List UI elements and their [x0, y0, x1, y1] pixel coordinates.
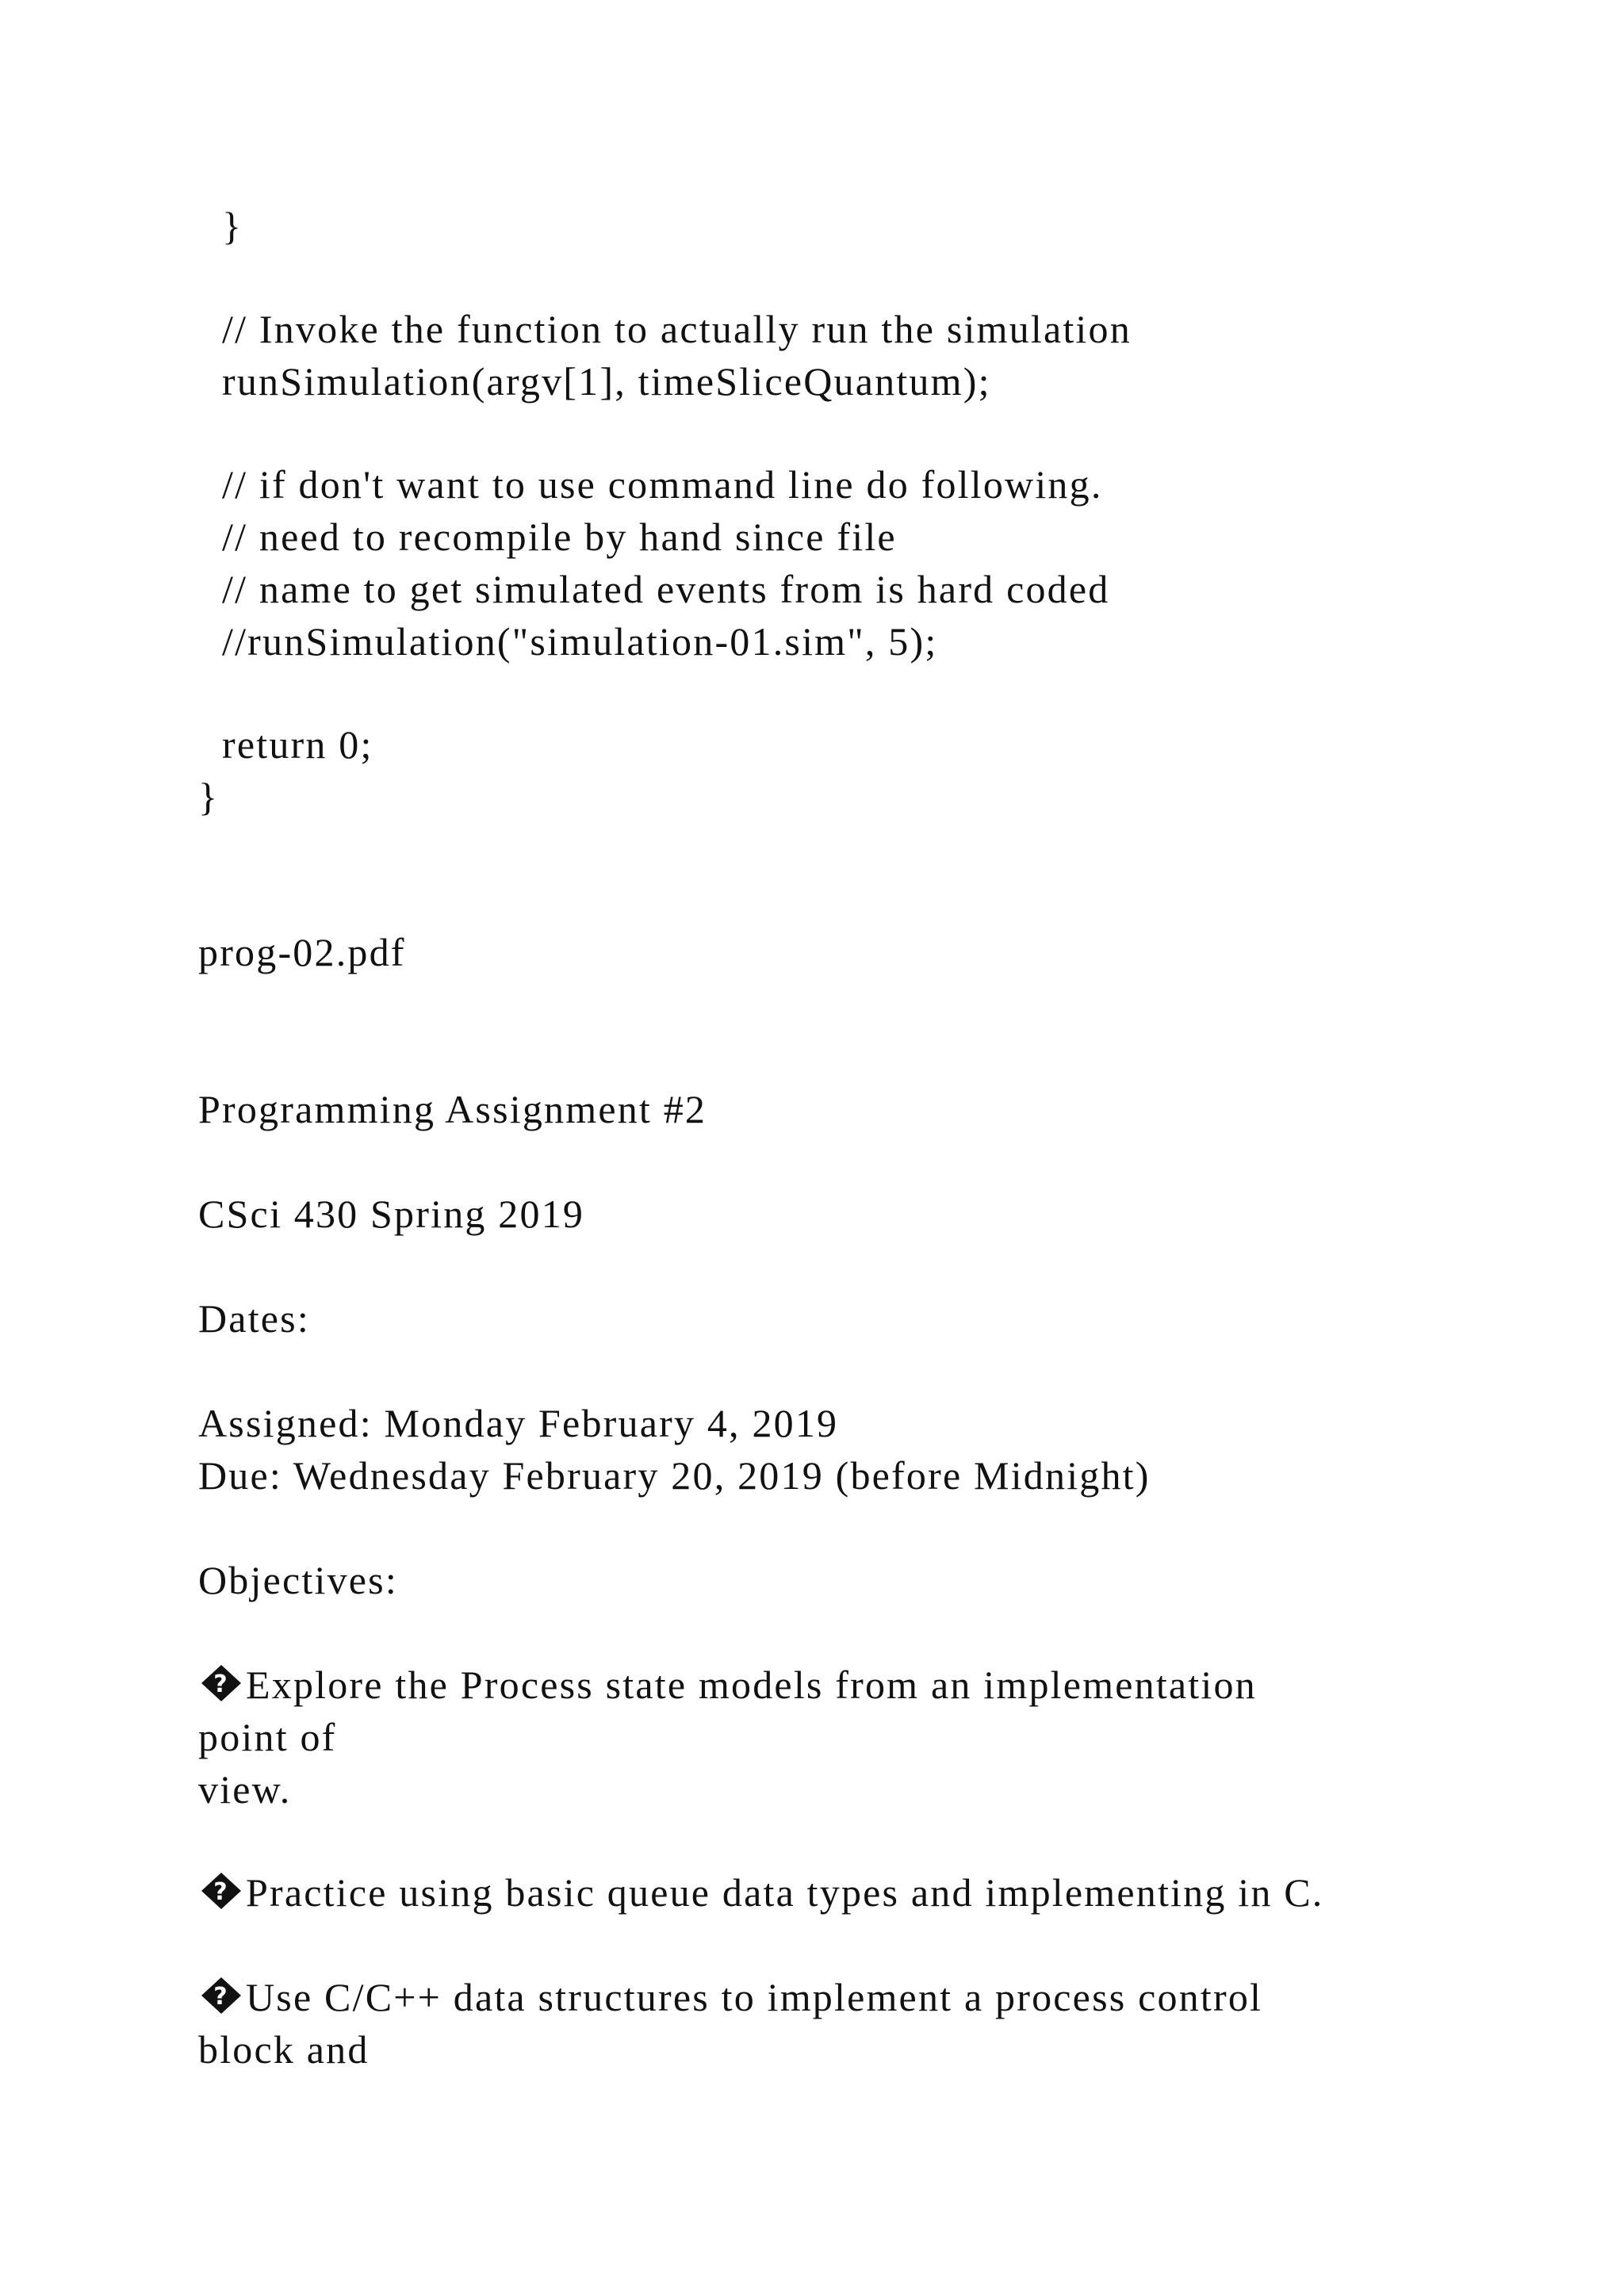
replacement-character-icon	[198, 1663, 244, 1703]
replacement-character-icon	[198, 1871, 244, 1911]
dates-heading: Dates:	[198, 1296, 310, 1341]
objectives-heading: Objectives:	[198, 1558, 398, 1602]
replacement-character-icon	[198, 1976, 244, 2015]
code-comment-invoke: // Invoke the function to actually run the simulation	[222, 307, 1132, 351]
document-filename: prog-02.pdf	[198, 930, 406, 974]
assigned-date: Assigned: Monday February 4, 2019	[198, 1401, 839, 1445]
objective-1-line-3: view.	[198, 1767, 292, 1812]
course-info: CSci 430 Spring 2019	[198, 1192, 585, 1236]
objective-item	[198, 1659, 1257, 1711]
objective-3-line-2: block and	[198, 2027, 370, 2072]
objective-1-line-2: point of	[198, 1715, 337, 1759]
code-comment-name: // name to get simulated events from is hard coded	[222, 567, 1110, 611]
svg-text:?: ?	[213, 1670, 229, 1698]
code-closing-brace-inner: }	[222, 204, 243, 248]
due-date: Due: Wednesday February 20, 2019 (before Midnight)	[198, 1453, 1151, 1498]
objective-2-line-1: Practice using basic queue data types and implementing in C.	[246, 1870, 1324, 1915]
code-return-statement: return 0;	[222, 722, 373, 767]
code-closing-brace-outer: }	[198, 775, 220, 819]
assignment-title: Programming Assignment #2	[198, 1087, 707, 1131]
objective-3-line-1: Use C/C++ data structures to implement a process control	[246, 1975, 1263, 2019]
code-comment-cmdline: // if don't want to use command line do following.	[222, 462, 1103, 507]
svg-text:?: ?	[213, 1878, 229, 1906]
code-comment-call: //runSimulation("simulation-01.sim", 5);	[222, 619, 938, 664]
code-comment-recompile: // need to recompile by hand since file	[222, 515, 897, 559]
objective-1-line-1: Explore the Process state models from an implementation	[246, 1663, 1257, 1707]
code-run-simulation-call: runSimulation(argv[1], timeSliceQuantum);	[222, 359, 991, 404]
svg-text:?: ?	[213, 1983, 229, 2011]
objective-item	[198, 1866, 1323, 1919]
objective-item	[198, 1971, 1262, 2023]
